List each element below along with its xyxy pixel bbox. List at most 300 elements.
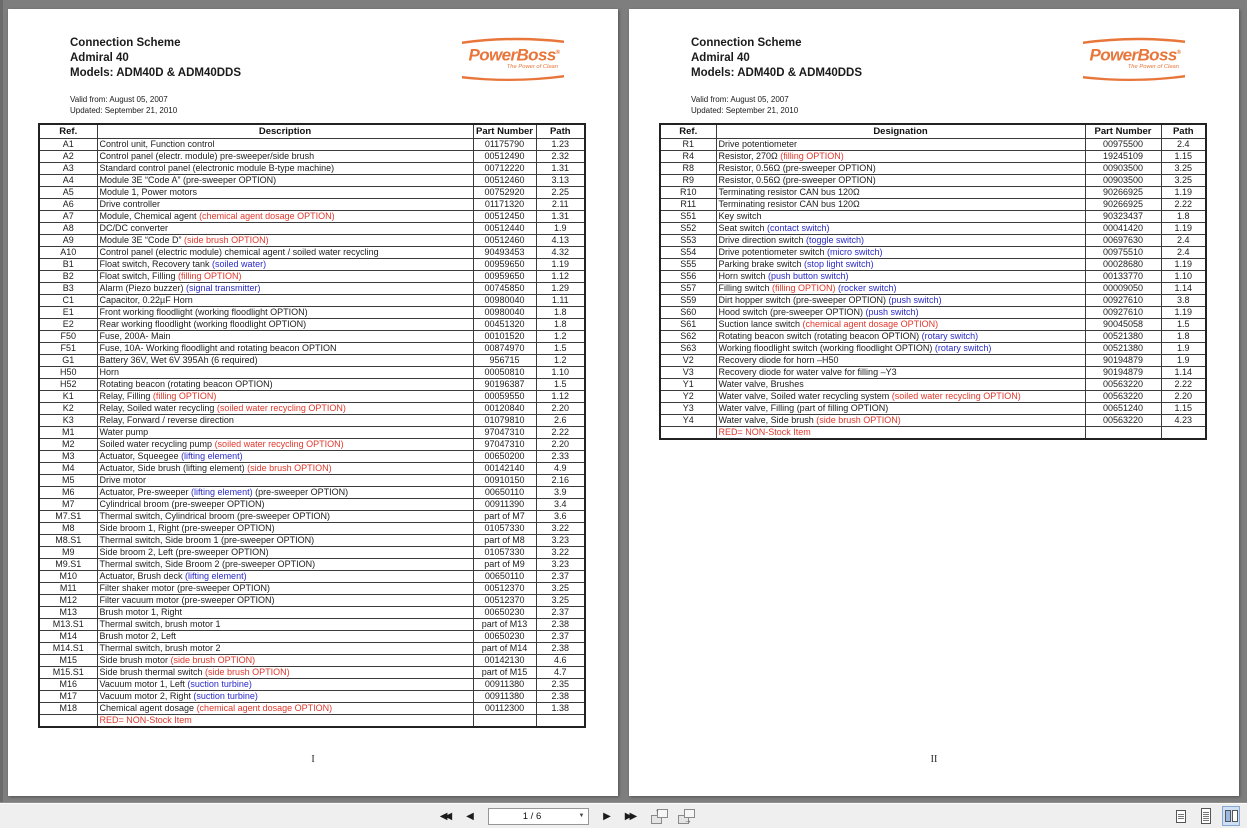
- table-cell: S56: [660, 270, 716, 282]
- column-header: Path: [1161, 124, 1206, 138]
- table-cell: Terminating resistor CAN bus 120Ω: [716, 186, 1085, 198]
- table-cell: [39, 714, 97, 727]
- table-cell: Actuator, Pre-sweeper (lifting element) (pre-sweeper OPTION): [97, 486, 473, 498]
- table-row: [39, 162, 585, 174]
- page-layout-group: [1172, 803, 1240, 828]
- table-cell: 1.10: [536, 366, 585, 378]
- table-cell: Thermal switch, brush motor 2: [97, 642, 473, 654]
- doc-model: Admiral 40: [691, 52, 750, 64]
- table-cell: Capacitor, 0.22µF Horn: [97, 294, 473, 306]
- table-cell: [536, 714, 585, 727]
- table-cell: DC/DC converter: [97, 222, 473, 234]
- table-row: [39, 546, 585, 558]
- table-cell: Y3: [660, 402, 716, 414]
- table-cell: 1.9: [1161, 354, 1206, 366]
- table-cell: Module, Chemical agent (chemical agent dosage OPTION): [97, 210, 473, 222]
- table-cell: 00745850: [473, 282, 536, 294]
- table-cell: Drive controller: [97, 198, 473, 210]
- table-cell: E2: [39, 318, 97, 330]
- table-cell: C1: [39, 294, 97, 306]
- table-row: [39, 330, 585, 342]
- page-number-select[interactable]: [488, 808, 589, 825]
- doc-models-line: Models: ADM40D & ADM40DDS: [691, 67, 863, 79]
- table-cell: Rotating beacon switch (rotating beacon OPTION) (rotary switch): [716, 330, 1085, 342]
- table-cell: M7: [39, 498, 97, 510]
- table-cell: 00101520: [473, 330, 536, 342]
- table-cell: Drive direction switch (toggle switch): [716, 234, 1085, 246]
- table-cell: Actuator, Side brush (lifting element) (side brush OPTION): [97, 462, 473, 474]
- table-cell: K2: [39, 402, 97, 414]
- table-cell: Brush motor 1, Right: [97, 606, 473, 618]
- table-cell: Side broom 2, Left (pre-sweeper OPTION): [97, 546, 473, 558]
- table-cell: M13.S1: [39, 618, 97, 630]
- table-cell: 1.10: [1161, 270, 1206, 282]
- next-view-button[interactable]: [678, 809, 695, 824]
- table-cell: S52: [660, 222, 716, 234]
- table-cell: M5: [39, 474, 97, 486]
- table-cell: 4.7: [536, 666, 585, 678]
- table-row: [39, 666, 585, 678]
- table-cell: 2.20: [1161, 390, 1206, 402]
- table-cell: 00142130: [473, 654, 536, 666]
- table-cell: 00911380: [473, 690, 536, 702]
- previous-view-button[interactable]: [651, 806, 668, 824]
- table-cell: 00874970: [473, 342, 536, 354]
- logo-bottom-swoosh-icon: [1081, 74, 1187, 82]
- table-row: [660, 162, 1206, 174]
- table-cell: 1.8: [536, 306, 585, 318]
- table-row: [39, 522, 585, 534]
- table-cell: 3.22: [536, 546, 585, 558]
- table-cell: 00650110: [473, 486, 536, 498]
- table-cell: E1: [39, 306, 97, 318]
- previous-page-button[interactable]: ◀: [466, 810, 474, 822]
- table-cell: 2.4: [1161, 234, 1206, 246]
- table-cell: H50: [39, 366, 97, 378]
- table-row: [39, 234, 585, 246]
- table-row: [660, 174, 1206, 186]
- table-row: [39, 294, 585, 306]
- table-cell: F50: [39, 330, 97, 342]
- table-cell: 1.9: [536, 222, 585, 234]
- table-cell: 956715: [473, 354, 536, 366]
- table-cell: 1.29: [536, 282, 585, 294]
- table-cell: Drive potentiometer switch (micro switch): [716, 246, 1085, 258]
- table-cell: M10: [39, 570, 97, 582]
- valid-from-text: Valid from: August 05, 2007: [70, 95, 168, 104]
- table-cell: M13: [39, 606, 97, 618]
- continuous-pages-icon: [1201, 808, 1211, 824]
- table-row: [660, 390, 1206, 402]
- table-row: [660, 330, 1206, 342]
- table-row: [660, 294, 1206, 306]
- table-cell: 00512490: [473, 150, 536, 162]
- table-cell: Resistor, 270Ω (filling OPTION): [716, 150, 1085, 162]
- table-row: [39, 390, 585, 402]
- facing-pages-icon: [1225, 810, 1238, 822]
- table-cell: Rear working floodlight (working floodlight OPTION): [97, 318, 473, 330]
- table-cell: 4.6: [536, 654, 585, 666]
- table-cell: 00975500: [1085, 138, 1161, 150]
- table-cell: 2.22: [1161, 198, 1206, 210]
- table-cell: Fuse, 200A- Main: [97, 330, 473, 342]
- table-cell: 97047310: [473, 426, 536, 438]
- table-cell: 00142140: [473, 462, 536, 474]
- table-cell: 90194879: [1085, 354, 1161, 366]
- table-cell: 00927610: [1085, 294, 1161, 306]
- table-row: [660, 282, 1206, 294]
- table-row: [660, 150, 1206, 162]
- table-cell: Parking brake switch (stop light switch): [716, 258, 1085, 270]
- table-cell: 00059550: [473, 390, 536, 402]
- table-cell: Relay, Forward / reverse direction: [97, 414, 473, 426]
- table-cell: 2.38: [536, 618, 585, 630]
- table-row: [39, 534, 585, 546]
- powerboss-logo: [1081, 37, 1189, 83]
- table-cell: 2.6: [536, 414, 585, 426]
- table-cell: 00980040: [473, 306, 536, 318]
- table-cell: 00752920: [473, 186, 536, 198]
- table-cell: R1: [660, 138, 716, 150]
- table-cell: 2.4: [1161, 138, 1206, 150]
- table-row: [39, 438, 585, 450]
- table-cell: Actuator, Brush deck (lifting element): [97, 570, 473, 582]
- table-cell: 90266925: [1085, 186, 1161, 198]
- column-header: Ref.: [39, 124, 97, 138]
- table-cell: Hood switch (pre-sweeper OPTION) (push switch): [716, 306, 1085, 318]
- table-cell: Thermal switch, brush motor 1: [97, 618, 473, 630]
- table-cell: 2.22: [1161, 378, 1206, 390]
- table-cell: part of M13: [473, 618, 536, 630]
- table-cell: Terminating resistor CAN bus 120Ω: [716, 198, 1085, 210]
- table-cell: 1.31: [536, 210, 585, 222]
- table-cell: A9: [39, 234, 97, 246]
- table-cell: 01057330: [473, 522, 536, 534]
- table-cell: part of M9: [473, 558, 536, 570]
- table-cell: 00911380: [473, 678, 536, 690]
- table-cell: Front working floodlight (working floodlight OPTION): [97, 306, 473, 318]
- table-cell: Standard control panel (electronic module B-type machine): [97, 162, 473, 174]
- table-cell: Drive potentiometer: [716, 138, 1085, 150]
- table-cell: 00512370: [473, 594, 536, 606]
- table-cell: 1.19: [1161, 306, 1206, 318]
- table-cell: Float switch, Recovery tank (soiled water): [97, 258, 473, 270]
- table-cell: 00563220: [1085, 414, 1161, 426]
- table-row: [39, 402, 585, 414]
- table-cell: 00650110: [473, 570, 536, 582]
- table-cell: 4.32: [536, 246, 585, 258]
- table-cell: Control panel (electr. module) pre-sweeper/side brush: [97, 150, 473, 162]
- table-cell: 00009050: [1085, 282, 1161, 294]
- updated-text: Updated: September 21, 2010: [691, 106, 799, 115]
- page-1-header: [70, 36, 241, 116]
- table-row: [660, 402, 1206, 414]
- table-cell: 3.4: [536, 498, 585, 510]
- logo-brand-text: PowerBoss®: [1089, 45, 1181, 65]
- table-cell: 3.6: [536, 510, 585, 522]
- table-cell: S59: [660, 294, 716, 306]
- logo-bottom-swoosh-icon: [460, 74, 566, 82]
- table-cell: 2.25: [536, 186, 585, 198]
- table-cell: 97047310: [473, 438, 536, 450]
- table-cell: R11: [660, 198, 716, 210]
- table-cell: 1.12: [536, 390, 585, 402]
- page-number-roman: I: [311, 754, 315, 765]
- table-cell: 00512450: [473, 210, 536, 222]
- table-cell: 2.35: [536, 678, 585, 690]
- table-cell: 00927610: [1085, 306, 1161, 318]
- table-cell: 1.8: [1161, 330, 1206, 342]
- table-cell: Filling switch (filling OPTION) (rocker switch): [716, 282, 1085, 294]
- table-cell: 3.25: [1161, 162, 1206, 174]
- table-cell: A3: [39, 162, 97, 174]
- logo-top-swoosh-icon: [460, 37, 566, 45]
- table-cell: 90045058: [1085, 318, 1161, 330]
- table-cell: Filter vacuum motor (pre-sweeper OPTION): [97, 594, 473, 606]
- logo-tagline-text: The Power of Clean: [1127, 63, 1179, 70]
- table-cell: 00959650: [473, 270, 536, 282]
- table-cell: part of M8: [473, 534, 536, 546]
- table-row: [39, 150, 585, 162]
- table-cell: 00512460: [473, 174, 536, 186]
- table-cell: M8: [39, 522, 97, 534]
- column-header: Designation: [716, 124, 1085, 138]
- table-cell: Thermal switch, Side Broom 2 (pre-sweeper OPTION): [97, 558, 473, 570]
- table-row: [660, 234, 1206, 246]
- table-cell: 2.20: [536, 402, 585, 414]
- table-cell: 1.19: [536, 258, 585, 270]
- table-cell: B1: [39, 258, 97, 270]
- table-cell: K1: [39, 390, 97, 402]
- page-navigation-group: [436, 803, 695, 828]
- table-cell: Suction lance switch (chemical agent dosage OPTION): [716, 318, 1085, 330]
- table-cell: Recovery diode for horn –H50: [716, 354, 1085, 366]
- table-row: [39, 510, 585, 522]
- updated-text: Updated: September 21, 2010: [70, 106, 178, 115]
- table-cell: Horn: [97, 366, 473, 378]
- table-cell: Battery 36V, Wet 6V 395Ah (6 required): [97, 354, 473, 366]
- column-header: Part Number: [473, 124, 536, 138]
- table-cell: M15: [39, 654, 97, 666]
- table-cell: G1: [39, 354, 97, 366]
- table-row: [39, 414, 585, 426]
- table-cell: S54: [660, 246, 716, 258]
- table-cell: K3: [39, 414, 97, 426]
- table-row: [39, 378, 585, 390]
- table-row: [39, 258, 585, 270]
- table-cell: 1.8: [536, 318, 585, 330]
- table-cell: 90493453: [473, 246, 536, 258]
- table-cell: M17: [39, 690, 97, 702]
- table-cell: H52: [39, 378, 97, 390]
- table-cell: 00112300: [473, 702, 536, 714]
- first-page-button[interactable]: ◀◀: [439, 810, 450, 822]
- table-cell: 00521380: [1085, 342, 1161, 354]
- logo-brand-text: PowerBoss®: [468, 45, 560, 65]
- table-cell: 1.23: [536, 138, 585, 150]
- table-cell: Fuse, 10A- Working floodlight and rotating beacon OPTION: [97, 342, 473, 354]
- table-cell: 3.25: [1161, 174, 1206, 186]
- table-cell: Module 3E “Code A” (pre-sweeper OPTION): [97, 174, 473, 186]
- table-cell: A4: [39, 174, 97, 186]
- table-cell: 00563220: [1085, 390, 1161, 402]
- table-cell: Filter shaker motor (pre-sweeper OPTION): [97, 582, 473, 594]
- table-cell: 1.5: [1161, 318, 1206, 330]
- table-cell: 00651240: [1085, 402, 1161, 414]
- table-cell: 1.8: [1161, 210, 1206, 222]
- table-cell: M16: [39, 678, 97, 690]
- table-cell: B3: [39, 282, 97, 294]
- table-cell: 01057330: [473, 546, 536, 558]
- doc-title: Connection Scheme: [70, 37, 181, 49]
- table-cell: Water valve, Brushes: [716, 378, 1085, 390]
- valid-from-text: Valid from: August 05, 2007: [691, 95, 789, 104]
- continuous-view-button[interactable]: [1197, 806, 1215, 826]
- table-cell: A5: [39, 186, 97, 198]
- table-cell: 00903500: [1085, 174, 1161, 186]
- table-cell: M14.S1: [39, 642, 97, 654]
- next-page-button[interactable]: ▶: [603, 810, 611, 822]
- chevron-down-icon: ▼: [578, 813, 585, 819]
- table-cell: 1.5: [536, 378, 585, 390]
- table-cell: part of M7: [473, 510, 536, 522]
- table-cell: 19245109: [1085, 150, 1161, 162]
- table-cell: 00563220: [1085, 378, 1161, 390]
- table-cell: [1085, 426, 1161, 439]
- table-cell: Side broom 1, Right (pre-sweeper OPTION): [97, 522, 473, 534]
- page-number-roman: II: [930, 754, 938, 765]
- table-cell: R4: [660, 150, 716, 162]
- table-cell: Side brush motor (side brush OPTION): [97, 654, 473, 666]
- table-cell: Control panel (electric module) chemical agent / soiled water recycling: [97, 246, 473, 258]
- table-cell: 1.14: [1161, 282, 1206, 294]
- table-cell: Seat switch (contact switch): [716, 222, 1085, 234]
- table-cell: A1: [39, 138, 97, 150]
- table-cell: 1.9: [1161, 342, 1206, 354]
- table-cell: 2.11: [536, 198, 585, 210]
- table-row: [660, 342, 1206, 354]
- table-cell: 00521380: [1085, 330, 1161, 342]
- table-cell: 00910150: [473, 474, 536, 486]
- table-row: [39, 558, 585, 570]
- table-row: [660, 222, 1206, 234]
- table-cell: 1.19: [1161, 222, 1206, 234]
- table-row: [660, 270, 1206, 282]
- table-cell: 00650230: [473, 630, 536, 642]
- table-cell: M2: [39, 438, 97, 450]
- table-row: [39, 594, 585, 606]
- arrow-right-icon: →: [684, 815, 692, 825]
- table-row: [39, 714, 585, 727]
- table-row: [39, 282, 585, 294]
- facing-pages-view-button[interactable]: [1222, 806, 1240, 826]
- table-cell: A6: [39, 198, 97, 210]
- table-row: [660, 198, 1206, 210]
- table-row: [39, 498, 585, 510]
- last-page-button[interactable]: ▶▶: [624, 810, 635, 822]
- table-cell: 1.2: [536, 330, 585, 342]
- table-cell: Brush motor 2, Left: [97, 630, 473, 642]
- table-cell: 00451320: [473, 318, 536, 330]
- table-header-row: [39, 124, 585, 138]
- document-page-2: [629, 9, 1239, 796]
- table-cell: 90196387: [473, 378, 536, 390]
- arrow-up-icon: ↑: [655, 806, 659, 816]
- table-cell: [660, 426, 716, 439]
- table-row: [660, 138, 1206, 150]
- table-cell: M4: [39, 462, 97, 474]
- table-cell: M9: [39, 546, 97, 558]
- table-cell: S60: [660, 306, 716, 318]
- table-cell: 3.8: [1161, 294, 1206, 306]
- table-cell: Alarm (Piezo buzzer) (signal transmitter): [97, 282, 473, 294]
- doc-model: Admiral 40: [70, 52, 129, 64]
- table-row: [39, 702, 585, 714]
- table-cell: A10: [39, 246, 97, 258]
- doc-title: Connection Scheme: [691, 37, 802, 49]
- table-row: [39, 570, 585, 582]
- table-cell: B2: [39, 270, 97, 282]
- table-cell: Rotating beacon (rotating beacon OPTION): [97, 378, 473, 390]
- table-cell: A2: [39, 150, 97, 162]
- table-cell: 3.9: [536, 486, 585, 498]
- table-cell: 00512460: [473, 234, 536, 246]
- table-row: [660, 258, 1206, 270]
- parts-table-page-1: [38, 123, 586, 728]
- table-cell: S63: [660, 342, 716, 354]
- table-row: [660, 366, 1206, 378]
- table-row: [39, 318, 585, 330]
- table-cell: Control unit, Function control: [97, 138, 473, 150]
- powerboss-logo: [460, 37, 568, 83]
- table-row: [660, 318, 1206, 330]
- table-cell: 4.13: [536, 234, 585, 246]
- table-cell: S57: [660, 282, 716, 294]
- page-2-header: [691, 36, 862, 116]
- table-cell: R10: [660, 186, 716, 198]
- table-cell: 1.19: [1161, 258, 1206, 270]
- table-cell: 01175790: [473, 138, 536, 150]
- table-cell: 1.2: [536, 354, 585, 366]
- column-header: Part Number: [1085, 124, 1161, 138]
- table-row: [39, 618, 585, 630]
- table-cell: 3.13: [536, 174, 585, 186]
- doc-models-line: Models: ADM40D & ADM40DDS: [70, 67, 242, 79]
- table-cell: Thermal switch, Side broom 1 (pre-sweeper OPTION): [97, 534, 473, 546]
- table-cell: 00959650: [473, 258, 536, 270]
- table-cell: Water valve, Filling (part of filling OPTION): [716, 402, 1085, 414]
- table-row: [39, 642, 585, 654]
- column-header: Ref.: [660, 124, 716, 138]
- table-cell: M1: [39, 426, 97, 438]
- table-cell: M8.S1: [39, 534, 97, 546]
- table-cell: S51: [660, 210, 716, 222]
- table-row: [660, 426, 1206, 439]
- table-cell: 00903500: [1085, 162, 1161, 174]
- table-cell: 3.23: [536, 534, 585, 546]
- single-page-view-button[interactable]: [1172, 806, 1190, 826]
- table-cell: 2.37: [536, 570, 585, 582]
- table-cell: M15.S1: [39, 666, 97, 678]
- table-cell: 00650200: [473, 450, 536, 462]
- column-header: Path: [536, 124, 585, 138]
- column-header: Description: [97, 124, 473, 138]
- table-row: [39, 486, 585, 498]
- table-row: [39, 186, 585, 198]
- table-cell: 4.23: [1161, 414, 1206, 426]
- table-cell: 2.32: [536, 150, 585, 162]
- table-cell: 3.25: [536, 582, 585, 594]
